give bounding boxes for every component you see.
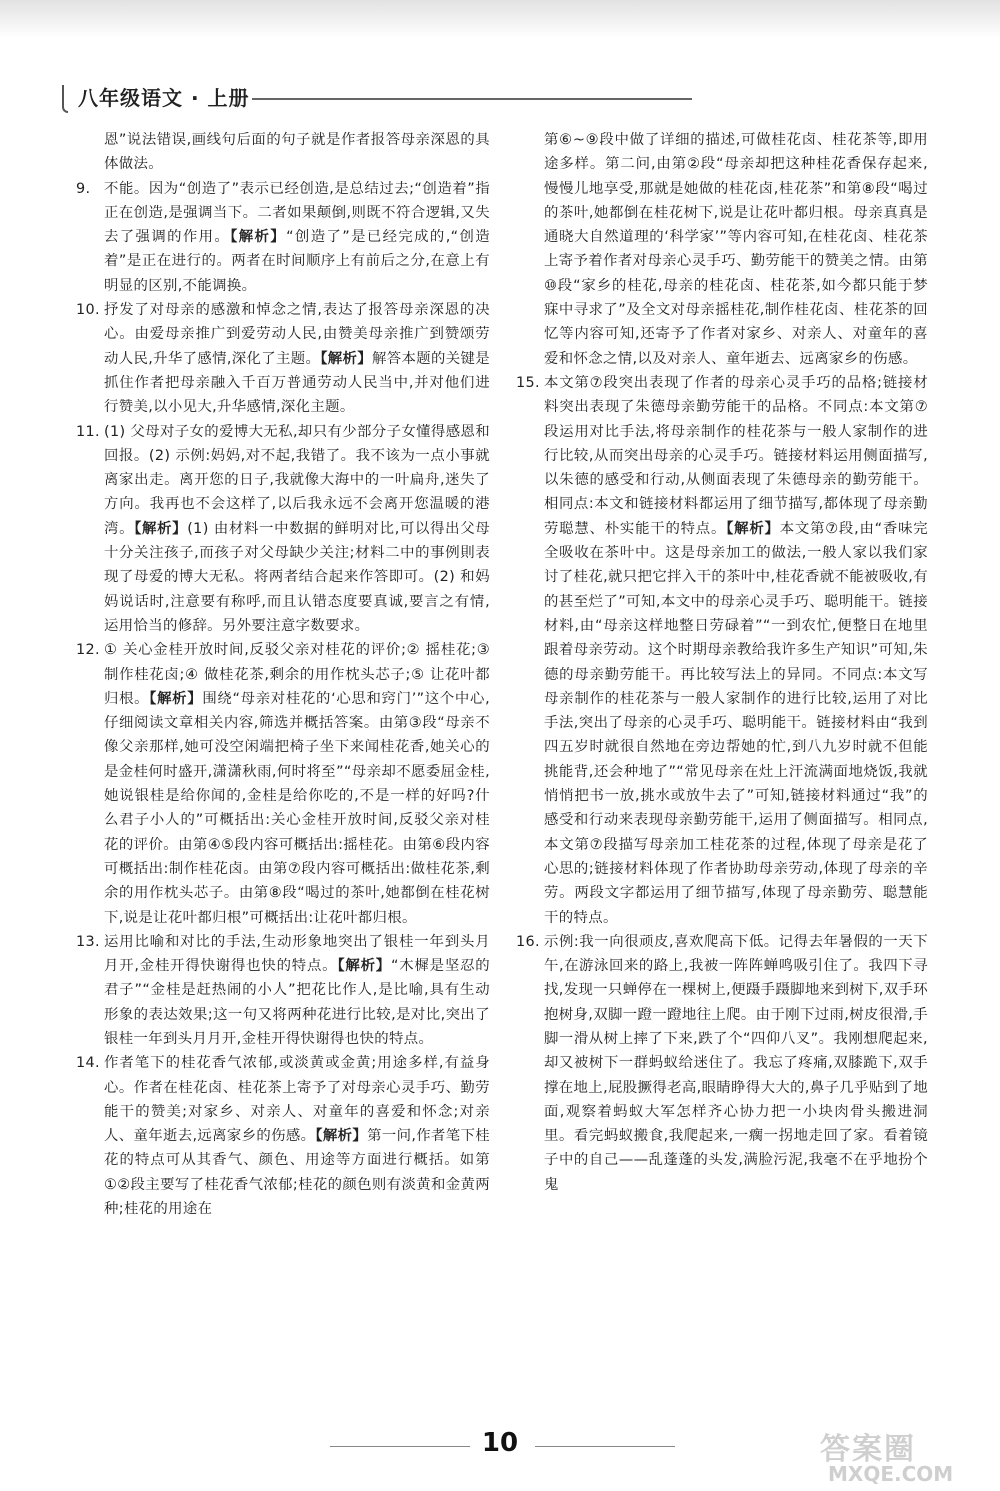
left-column	[76, 128, 491, 1221]
answer-item-11	[76, 420, 491, 639]
analysis-marker: 【解析】	[315, 1128, 368, 1145]
footer-rule-right	[535, 1446, 675, 1447]
analysis-marker: 【解析】	[337, 958, 391, 975]
answer-continuation	[520, 128, 928, 371]
item-number: 15.	[516, 374, 540, 391]
header-bracket	[62, 85, 68, 113]
item-text: 本文第⑦段突出表现了作者的母亲心灵手巧的品格;链接材料突出表现了朱德母亲勤劳能干的品格。不同点:本文第⑦段运用对比手法,将母亲制作的桂花茶与一般人家制作的进行比较,从而突出母亲的心灵手巧。链接材料运用侧面描写,以朱德的感受和行动,从侧面表现了朱德母亲的勤劳能干。相同点:本文和链接材料都运用了细节描写,都体现了母亲勤劳聪慧、朴实能干的特点。【解析】本文第⑦段,由“香味完全吸收在茶叶中。这是母亲加工的做法,一般人家以我们家讨了桂花,就只把它拌入干的茶叶中,桂花香就不能被吸收,有的甚至烂了”可知,本文中的母亲心灵手巧、聪明能干。链接材料,由“母亲这样地整日劳碌着”“一到农忙,便整日在地里跟着母亲劳动。这个时期母亲教给我许多生产知识”可知,朱德的母亲勤劳能干。再比较写法上的异同。不同点:本文写母亲制作的桂花茶与一般人家制作的进行比较,运用了对比手法,突出了母亲的心灵手巧、聪明能干。链接材料由“我到四五岁时就很自然地在旁边帮她的忙,到八九岁时就不但能挑能背,还会种地了”“常见母亲在灶上汗流满面地烧饭,我就悄悄把书一放,挑水或放牛去了”可知,链接材料通过“我”的感受和行动来表现母亲勤劳能干,运用了侧面描写。相同点,本文第⑦段描写母亲加工桂花茶的过程,体现了母亲是花了心思的;链接材料体现了作者协助母亲劳动,体现了母亲的辛劳。两段文字都运用了细节描写,体现了母亲勤劳、聪慧能干的特点。	[544, 374, 929, 926]
watermark-url: MXQE.COM	[828, 1462, 954, 1486]
analysis-marker: 【解析】	[726, 520, 780, 537]
item-number: 13.	[76, 933, 100, 950]
item-number: 11.	[76, 423, 100, 440]
item-text: 示例:我一向很顽皮,喜欢爬高下低。记得去年暑假的一天下午,在游泳回来的路上,我被一阵阵蝉鸣吸引住了。我四下寻找,发现一只蝉停在一棵树上,便蹑手蹑脚地来到树下,双手环抱树身,双脚一蹬一蹬地往上爬。由于刚下过雨,树皮很滑,手脚一滑从树上摔了下来,跌了个“四仰八叉”。我刚想爬起来,却又被树下一群蚂蚁给迷住了。我忘了疼痛,双膝跪下,双手撑在地上,屁股撅得老高,眼睛睁得大大的,鼻子几乎贴到了地面,观察着蚂蚁大军怎样齐心协力把一小块肉骨头搬进洞里。看完蚂蚁搬食,我爬起来,一瘸一拐地走回了家。看着镜子中的自己——乱蓬蓬的头发,满脸污泥,我毫不在乎地扮个鬼	[544, 933, 928, 1193]
watermark	[820, 1424, 990, 1484]
analysis-marker: 【解析】	[230, 229, 287, 246]
analysis-marker: 【解析】	[134, 520, 188, 537]
page-number: 10	[481, 1428, 519, 1458]
item-text: 抒发了对母亲的感激和悼念之情,表达了报答母亲深恩的决心。由爱母亲推广到爱劳动人民,由赞美母亲推广到赞颂劳动人民,升华了感情,深化了主题。【解析】解答本题的关键是抓住作者把母亲融入千百万普通劳动人民当中,并对他们进行赞美,以小见大,升华感情,深化主题。	[104, 302, 490, 416]
item-text: 运用比喻和对比的手法,生动形象地突出了银桂一年到头月月开,金桂开得快谢得也快的特点。【解析】“木樨是坚忍的君子”“金桂是赶热闹的小人”把花比作人,是比喻,具有生动形象的表达效果;这一句又将两种花进行比较,是对比,突出了银桂一年到头月月开,金桂开得快谢得也快的特点。	[104, 933, 491, 1047]
item-text: 第⑥~⑨段中做了详细的描述,可做桂花卤、桂花茶等,即用途多样。第二问,由第②段“母亲却把这种桂花香保存起来,慢慢儿地享受,那就是她做的桂花卤,桂花茶”和第⑧段“喝过的茶叶,她都倒在桂花树下,说是让花叶都归根。母亲真真是通晓大自然道理的‘科学家’”等内容可知,在桂花卤、桂花茶上寄予着作者对母亲心灵手巧、勤劳能干的赞美之情。由第⑩段“家乡的桂花,母亲的桂花卤、桂花茶,如今都只能于梦寐中寻求了”及全文对母亲摇桂花,制作桂花卤、桂花茶的回忆等内容可知,还寄予了作者对家乡、对亲人、对童年的喜爱和怀念之情,以及对亲人、童年逝去、远离家乡的伤感。	[544, 132, 928, 367]
answer-continuation	[80, 128, 490, 177]
footer-rule-left	[330, 1446, 470, 1447]
right-column	[516, 128, 929, 1197]
page-top-edge	[0, 0, 1000, 38]
header-rule	[252, 98, 692, 100]
item-number: 12.	[76, 642, 100, 659]
watermark-logo: 答案圈	[820, 1432, 916, 1467]
item-number: 14.	[76, 1055, 100, 1072]
answer-item-15	[516, 371, 929, 930]
item-number: 10.	[76, 302, 100, 319]
analysis-marker: 【解析】	[320, 350, 373, 367]
item-number: 16.	[516, 933, 540, 950]
page-header	[62, 82, 632, 112]
item-text: (1) 父母对子女的爱博大无私,却只有少部分子女懂得感恩和回报。(2) 示例:妈妈,对不起,我错了。我不该为一点小事就离家出走。离开您的日子,我就像大海中的一叶扁舟,迷失了方向。我再也不会这样了,以后我永远不会离开您温暖的港湾。【解析】(1) 由材料一中数据的鲜明对比,可以得出父母十分关注孩子,而孩子对父母缺少关注;材料二中的事例則表现了母爱的博大无私。将两者结合起来作答即可。(2) 和妈妈说话时,注意要有称呼,而且认错态度要真诚,要言之有情,运用恰当的修辞。另外要注意字数要求。	[104, 423, 491, 634]
header-title: 八年级语文 · 上册	[78, 86, 250, 110]
answer-item-12	[76, 638, 490, 930]
answer-item-16	[516, 930, 928, 1197]
answer-item-9	[76, 177, 490, 298]
item-text: ① 关心金桂开放时间,反驳父亲对桂花的评价;② 摇桂花;③ 制作桂花卤;④ 做桂花茶,剩余的用作枕头芯子;⑤ 让花叶都归根。【解析】围绕“母亲对桂花的‘心思和窍门’”这个中心,仔细阅读文章相关内容,筛选并概括答案。由第③段“母亲不像父亲那样,她可没空闲端把椅子坐下来闻桂花香,她关心的是金桂何时盛开,潇潇秋雨,何时将至”“母亲却不愿委屈金桂,她说银桂是给你闻的,金桂是给你吃的,不是一样的好吗?什么君子小人的”可概括出:关心金桂开放时间,反驳父亲对桂花的评价。由第④⑤段内容可概括出:摇桂花。由第⑥段内容可概括出:制作桂花卤。由第⑦段内容可概括出:做桂花茶,剩余的用作枕头芯子。由第⑧段“喝过的茶叶,她都倒在桂花树下,说是让花叶都归根”可概括出:让花叶都归根。	[104, 642, 490, 926]
item-text: 恩”说法错误,画线句后面的句子就是作者报答母亲深恩的具体做法。	[104, 132, 490, 173]
item-text: 不能。因为“创造了”表示已经创造,是总结过去;“创造着”指正在创造,是强调当下。二者如果颠倒,则既不符合逻辑,又失去了强调的作用。【解析】“创造了”是已经完成的,“创造着”是正在进行的。两者在时间顺序上有前后之分,在意上有明显的区别,不能调换。	[104, 180, 490, 294]
answer-item-13	[76, 930, 491, 1051]
answer-item-14	[76, 1051, 490, 1221]
item-number: 9.	[76, 180, 91, 197]
item-text: 作者笔下的桂花香气浓郁,或淡黄或金黄;用途多样,有益身心。作者在桂花卤、桂花茶上寄予了对母亲心灵手巧、勤劳能干的赞美;对家乡、对亲人、对童年的喜爱和怀念;对亲人、童年逝去,远离家乡的伤感。【解析】第一问,作者笔下桂花的特点可从其香气、颜色、用途等方面进行概括。如第①②段主要写了桂花香气浓郁;桂花的颜色则有淡黄和金黄两种;桂花的用途在	[104, 1055, 490, 1218]
answer-item-10	[76, 298, 490, 419]
analysis-marker: 【解析】	[149, 690, 203, 707]
